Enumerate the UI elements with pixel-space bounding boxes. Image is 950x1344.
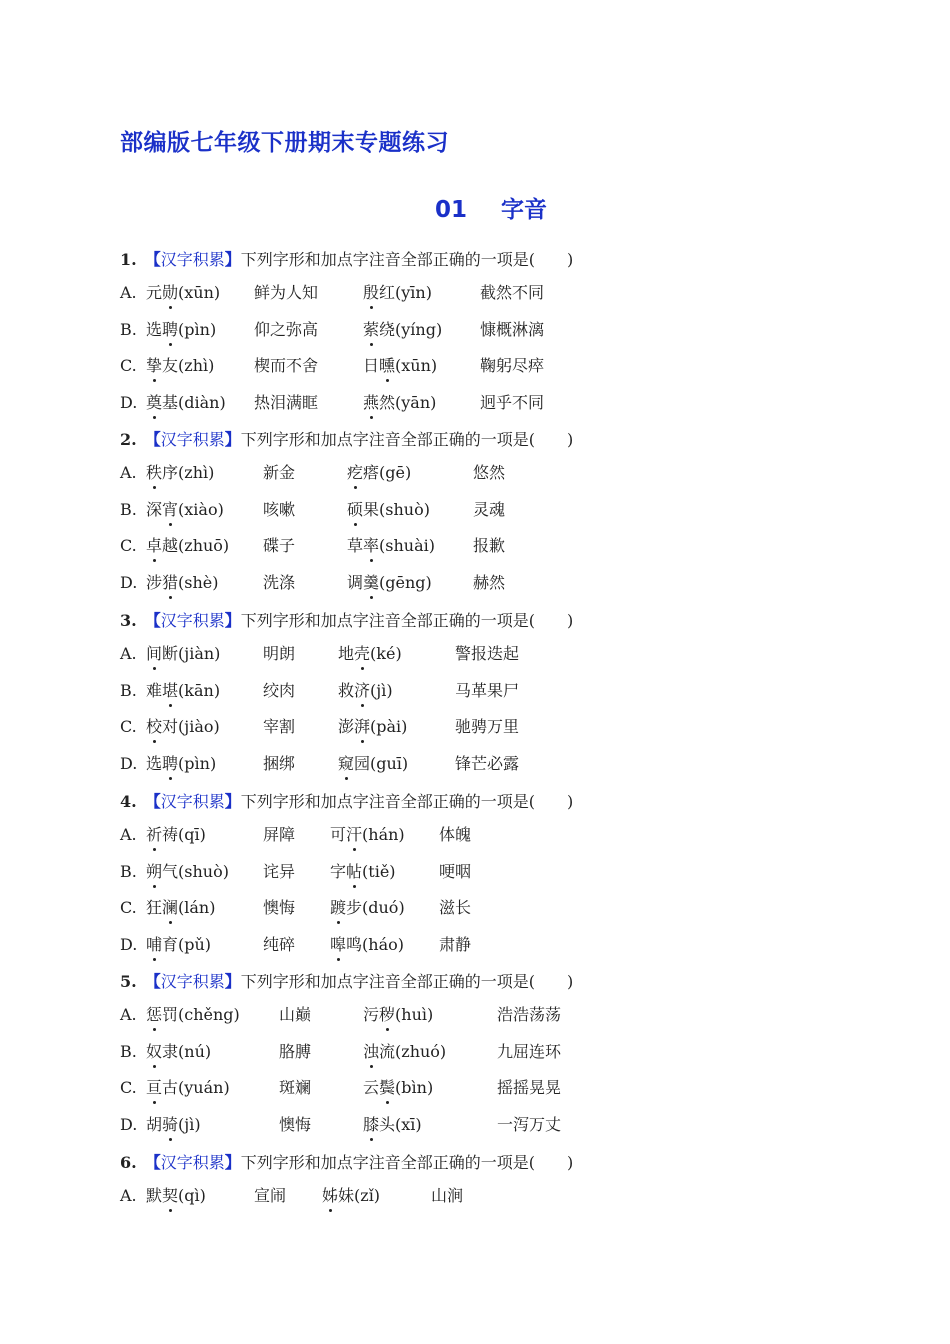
dotted-character: 奴 bbox=[146, 1041, 163, 1061]
option-word bbox=[263, 573, 295, 593]
word-text: 绞肉 bbox=[263, 680, 296, 700]
tag-text: 汉字积累 bbox=[160, 430, 225, 449]
option-word bbox=[254, 320, 318, 340]
dotted-character: 间 bbox=[146, 644, 163, 663]
word-text: 调 bbox=[347, 572, 364, 592]
tag-text: 汉字积累 bbox=[160, 250, 225, 269]
word-text: 九屈连环 bbox=[497, 1041, 562, 1061]
dotted-character: 猎 bbox=[162, 572, 179, 592]
word-text: 胡 bbox=[146, 1114, 163, 1134]
word-pinyin: (pài) bbox=[370, 717, 408, 736]
word-pinyin: (tiě) bbox=[362, 861, 396, 881]
word-text: 污 bbox=[363, 1005, 380, 1024]
word-pinyin: (lán) bbox=[178, 898, 216, 917]
option-word bbox=[480, 283, 544, 303]
question-text: 下列字形和加点字注音全部正确的一项是( ) bbox=[240, 972, 574, 991]
tag-bracket-right: 】 bbox=[224, 611, 241, 630]
option-word bbox=[455, 644, 519, 664]
option-word bbox=[363, 393, 436, 413]
word-pinyin: (hán) bbox=[362, 825, 405, 844]
question-text: 下列字形和加点字注音全部正确的一项是( ) bbox=[240, 1153, 574, 1172]
word-pinyin: 友(zhì) bbox=[162, 356, 215, 375]
option-word bbox=[497, 1042, 561, 1062]
tag-bracket-left: 【 bbox=[144, 611, 161, 630]
option-word bbox=[146, 898, 215, 918]
option-word bbox=[480, 356, 544, 376]
option-word bbox=[263, 825, 295, 845]
tag-text: 汉字积累 bbox=[160, 792, 225, 811]
word-text: 胳膊 bbox=[279, 1041, 312, 1061]
word-text: 悠然 bbox=[473, 463, 506, 482]
option-word bbox=[146, 536, 229, 556]
word-pinyin: 园(guī) bbox=[354, 753, 409, 773]
word-text: 云 bbox=[363, 1078, 380, 1097]
word-text: 选 bbox=[146, 753, 163, 773]
word-pinyin: (huì) bbox=[395, 1005, 434, 1024]
option-word bbox=[363, 283, 432, 303]
word-text: 选 bbox=[146, 319, 163, 339]
option-label[interactable]: D. bbox=[120, 934, 138, 954]
word-text: 警报迭起 bbox=[455, 644, 520, 663]
option-label[interactable]: C. bbox=[120, 1078, 137, 1097]
option-word bbox=[473, 500, 505, 520]
option-word bbox=[363, 1005, 433, 1025]
word-pinyin: (pìn) bbox=[178, 319, 217, 339]
dotted-character: 哺 bbox=[146, 934, 163, 954]
tag-bracket-left: 【 bbox=[144, 430, 161, 449]
option-word bbox=[338, 681, 393, 701]
word-text: 一泻万丈 bbox=[497, 1114, 562, 1134]
dotted-character: 聘 bbox=[162, 753, 179, 773]
word-pinyin: 古(yuán) bbox=[162, 1078, 230, 1097]
option-word bbox=[146, 717, 220, 737]
option-word bbox=[439, 862, 471, 882]
option-word bbox=[263, 644, 295, 664]
dotted-character: 勋 bbox=[162, 283, 179, 302]
word-pinyin: (pìn) bbox=[178, 753, 217, 773]
word-pinyin: 然(yān) bbox=[379, 392, 437, 412]
option-word bbox=[146, 1078, 230, 1098]
dotted-character: 宵 bbox=[162, 499, 179, 519]
option-word bbox=[363, 1042, 446, 1062]
option-word bbox=[347, 536, 435, 556]
word-pinyin: (gēng) bbox=[379, 572, 432, 592]
question-text: 下列字形和加点字注音全部正确的一项是( ) bbox=[240, 611, 574, 630]
word-text: 涉 bbox=[146, 572, 163, 592]
dotted-character: 硕 bbox=[347, 499, 364, 519]
word-text: 锋芒必露 bbox=[455, 753, 520, 773]
option-label[interactable]: C. bbox=[120, 356, 137, 375]
word-text: 灵魂 bbox=[473, 499, 506, 519]
question-number: 5. bbox=[120, 972, 137, 991]
word-text: 懊悔 bbox=[279, 1114, 312, 1134]
word-text: 澎 bbox=[338, 717, 355, 736]
word-text: 捆绑 bbox=[263, 753, 296, 773]
dotted-character: 校 bbox=[146, 717, 163, 736]
word-text: 滋长 bbox=[439, 898, 472, 917]
dotted-character: 祈 bbox=[146, 825, 163, 844]
word-pinyin: (jì) bbox=[370, 680, 393, 700]
word-text: 日 bbox=[363, 356, 380, 375]
option-word bbox=[279, 1042, 311, 1062]
option-label[interactable]: D. bbox=[120, 392, 138, 412]
dotted-character: 朔 bbox=[146, 861, 163, 881]
word-pinyin: (shuài) bbox=[379, 536, 435, 555]
word-pinyin: 越(zhuō) bbox=[162, 536, 230, 555]
dotted-character: 萦 bbox=[363, 319, 380, 339]
word-text: 地 bbox=[338, 644, 355, 663]
word-text: 草 bbox=[347, 536, 364, 555]
word-pinyin: 隶(nú) bbox=[162, 1041, 212, 1061]
option-word bbox=[455, 717, 519, 737]
option-word bbox=[146, 573, 219, 593]
dotted-character: 挚 bbox=[146, 356, 163, 375]
question-tag bbox=[145, 430, 241, 449]
option-label[interactable]: B. bbox=[120, 1041, 137, 1061]
question-number: 1. bbox=[120, 250, 137, 269]
tag-text: 汉字积累 bbox=[160, 972, 225, 991]
word-text: 元 bbox=[146, 283, 163, 302]
word-pinyin: 断(jiàn) bbox=[162, 644, 221, 663]
question-stem bbox=[120, 972, 573, 992]
option-word bbox=[146, 1186, 206, 1206]
word-pinyin: 基(diàn) bbox=[162, 392, 226, 412]
word-pinyin: 对(jiào) bbox=[162, 717, 220, 736]
option-label[interactable]: B. bbox=[120, 319, 137, 339]
question-text: 下列字形和加点字注音全部正确的一项是( ) bbox=[240, 430, 574, 449]
word-pinyin: 祷(qī) bbox=[162, 825, 206, 844]
option-word bbox=[146, 644, 220, 664]
dotted-character: 秩 bbox=[146, 463, 163, 482]
option-word bbox=[473, 573, 505, 593]
word-text: 报歉 bbox=[473, 536, 506, 555]
option-word bbox=[439, 825, 471, 845]
option-word bbox=[263, 898, 295, 918]
tag-bracket-right: 】 bbox=[224, 972, 241, 991]
option-label[interactable]: A. bbox=[120, 463, 137, 482]
option-label[interactable]: A. bbox=[120, 644, 137, 663]
option-word bbox=[455, 681, 519, 701]
option-word bbox=[263, 754, 295, 774]
option-word bbox=[146, 825, 206, 845]
word-text: 慷概淋漓 bbox=[480, 319, 545, 339]
dotted-character: 奠 bbox=[146, 392, 163, 412]
word-text: 碟子 bbox=[263, 536, 296, 555]
word-pinyin: (shè) bbox=[178, 572, 219, 592]
dotted-character: 膝 bbox=[363, 1114, 380, 1134]
option-word bbox=[146, 500, 224, 520]
word-text: 仰之弥高 bbox=[254, 319, 319, 339]
option-word bbox=[279, 1005, 311, 1025]
word-pinyin: (xūn) bbox=[395, 356, 438, 375]
word-pinyin: 妹(zǐ) bbox=[338, 1186, 381, 1205]
option-label[interactable]: C. bbox=[120, 717, 137, 736]
dotted-character: 卓 bbox=[146, 536, 163, 555]
word-text: 山巅 bbox=[279, 1005, 312, 1024]
option-word bbox=[480, 393, 544, 413]
word-pinyin: (ké) bbox=[370, 644, 402, 663]
option-word bbox=[497, 1078, 561, 1098]
option-word bbox=[338, 717, 407, 737]
option-word bbox=[263, 717, 295, 737]
dotted-character: 济 bbox=[354, 680, 371, 700]
option-word bbox=[263, 536, 295, 556]
option-word bbox=[146, 356, 214, 376]
option-label[interactable]: A. bbox=[120, 283, 137, 302]
option-word bbox=[279, 1115, 311, 1135]
question-tag bbox=[145, 792, 241, 811]
dotted-character: 浊 bbox=[363, 1041, 380, 1061]
word-text: 摇摇晃晃 bbox=[497, 1078, 562, 1097]
question-stem bbox=[120, 250, 573, 270]
word-text: 诧异 bbox=[263, 861, 296, 881]
tag-bracket-left: 【 bbox=[144, 250, 161, 269]
question-stem bbox=[120, 792, 573, 812]
dotted-character: 壳 bbox=[354, 644, 371, 663]
word-text: 鲜为人知 bbox=[254, 283, 319, 302]
word-text: 宣闹 bbox=[254, 1186, 287, 1205]
word-text: 截然不同 bbox=[480, 283, 545, 302]
option-word bbox=[146, 393, 226, 413]
option-word bbox=[330, 935, 404, 955]
dotted-character: 姊 bbox=[322, 1186, 339, 1205]
word-pinyin: 序(zhì) bbox=[162, 463, 215, 482]
word-pinyin: 罚(chěng) bbox=[162, 1005, 240, 1024]
option-word bbox=[497, 1005, 561, 1025]
option-word bbox=[254, 1186, 286, 1206]
word-text: 驰骋万里 bbox=[455, 717, 520, 736]
option-word bbox=[330, 825, 405, 845]
option-label[interactable]: C. bbox=[120, 536, 137, 555]
option-word bbox=[146, 1115, 201, 1135]
word-pinyin: (qì) bbox=[178, 1186, 206, 1205]
option-label[interactable]: D. bbox=[120, 753, 138, 773]
dotted-character: 秽 bbox=[379, 1005, 396, 1024]
word-pinyin: 头(xī) bbox=[379, 1114, 422, 1134]
option-word bbox=[146, 1005, 240, 1025]
option-label[interactable]: B. bbox=[120, 499, 137, 519]
option-word bbox=[439, 935, 471, 955]
option-word bbox=[431, 1186, 463, 1206]
option-word bbox=[338, 754, 408, 774]
option-word bbox=[263, 681, 295, 701]
word-pinyin: (jì) bbox=[178, 1114, 201, 1134]
question-stem bbox=[120, 1153, 573, 1173]
word-text: 马革果尸 bbox=[455, 680, 520, 700]
word-text: 热泪满眶 bbox=[254, 392, 319, 412]
option-word bbox=[254, 283, 318, 303]
dotted-character: 骑 bbox=[162, 1114, 179, 1134]
option-word bbox=[263, 500, 295, 520]
word-pinyin: 果(shuò) bbox=[363, 499, 430, 519]
question-number: 3. bbox=[120, 611, 137, 630]
option-label[interactable]: C. bbox=[120, 898, 137, 917]
option-word bbox=[263, 935, 295, 955]
option-word bbox=[455, 754, 519, 774]
word-text: 深 bbox=[146, 499, 163, 519]
option-word bbox=[480, 320, 544, 340]
word-text: 难 bbox=[146, 680, 163, 700]
word-pinyin: 红(yīn) bbox=[379, 283, 432, 302]
question-number: 2. bbox=[120, 430, 137, 449]
option-word bbox=[146, 754, 216, 774]
option-word bbox=[254, 393, 318, 413]
option-word bbox=[363, 356, 437, 376]
dotted-character: 窥 bbox=[338, 753, 355, 773]
word-pinyin: 绕(yíng) bbox=[379, 319, 443, 339]
word-text: 默 bbox=[146, 1186, 163, 1205]
word-text: 懊悔 bbox=[263, 898, 296, 917]
tag-text: 汉字积累 bbox=[160, 1153, 225, 1172]
word-text: 洗涤 bbox=[263, 572, 296, 592]
option-word bbox=[347, 573, 432, 593]
option-word bbox=[146, 681, 220, 701]
word-text: 楔而不舍 bbox=[254, 356, 319, 375]
dotted-character: 汗 bbox=[346, 825, 363, 844]
option-word bbox=[330, 862, 396, 882]
dotted-character: 澜 bbox=[162, 898, 179, 917]
option-label[interactable]: B. bbox=[120, 861, 137, 881]
option-label[interactable]: A. bbox=[120, 1005, 137, 1024]
option-label[interactable]: D. bbox=[120, 572, 138, 592]
dotted-character: 鬓 bbox=[379, 1078, 396, 1097]
dotted-character: 曛 bbox=[379, 356, 396, 375]
word-text: 狂 bbox=[146, 898, 163, 917]
section-number: 01 bbox=[435, 197, 468, 223]
option-word bbox=[363, 320, 442, 340]
option-word bbox=[473, 536, 505, 556]
option-word bbox=[322, 1186, 380, 1206]
dotted-character: 堪 bbox=[162, 680, 179, 700]
tag-bracket-left: 【 bbox=[144, 792, 161, 811]
question-tag bbox=[145, 1153, 241, 1172]
dotted-character: 踱 bbox=[330, 898, 347, 917]
word-pinyin: (bìn) bbox=[395, 1078, 434, 1097]
option-label[interactable]: A. bbox=[120, 825, 137, 844]
tag-bracket-left: 【 bbox=[144, 1153, 161, 1172]
question-text: 下列字形和加点字注音全部正确的一项是( ) bbox=[240, 250, 574, 269]
question-stem bbox=[120, 611, 573, 631]
option-word bbox=[338, 644, 402, 664]
word-text: 鞠躬尽瘁 bbox=[480, 356, 545, 375]
word-pinyin: 气(shuò) bbox=[162, 861, 229, 881]
dotted-character: 疙 bbox=[347, 463, 364, 482]
word-text: 明朗 bbox=[263, 644, 296, 663]
word-pinyin: (xiào) bbox=[178, 499, 224, 519]
dotted-character: 契 bbox=[162, 1186, 179, 1205]
word-text: 新金 bbox=[263, 463, 296, 482]
tag-bracket-right: 】 bbox=[224, 250, 241, 269]
word-text: 哽咽 bbox=[439, 861, 472, 881]
option-word bbox=[146, 283, 220, 303]
word-text: 体魄 bbox=[439, 825, 472, 844]
option-word bbox=[263, 463, 295, 483]
dotted-character: 嗥 bbox=[330, 934, 347, 954]
word-text: 宰割 bbox=[263, 717, 296, 736]
word-pinyin: (kān) bbox=[178, 680, 221, 700]
option-label[interactable]: A. bbox=[120, 1186, 137, 1205]
dotted-character: 率 bbox=[363, 536, 380, 555]
option-label[interactable]: B. bbox=[120, 680, 137, 700]
option-word bbox=[146, 1042, 211, 1062]
dotted-character: 惩 bbox=[146, 1005, 163, 1024]
word-pinyin: 鸣(háo) bbox=[346, 934, 404, 954]
word-pinyin: (xūn) bbox=[178, 283, 221, 302]
question-tag bbox=[145, 611, 241, 630]
dotted-character: 帖 bbox=[346, 861, 363, 881]
tag-text: 汉字积累 bbox=[160, 611, 225, 630]
option-word bbox=[347, 500, 430, 520]
tag-bracket-right: 】 bbox=[224, 430, 241, 449]
option-word bbox=[254, 356, 318, 376]
option-word bbox=[363, 1115, 422, 1135]
tag-bracket-left: 【 bbox=[144, 972, 161, 991]
word-text: 赫然 bbox=[473, 572, 506, 592]
word-text: 山涧 bbox=[431, 1186, 464, 1205]
question-tag bbox=[145, 972, 241, 991]
word-pinyin: 流(zhuó) bbox=[379, 1041, 447, 1061]
option-word bbox=[279, 1078, 311, 1098]
word-text: 救 bbox=[338, 680, 355, 700]
tag-bracket-right: 】 bbox=[224, 792, 241, 811]
word-text: 可 bbox=[330, 825, 347, 844]
tag-bracket-right: 】 bbox=[224, 1153, 241, 1172]
option-word bbox=[330, 898, 405, 918]
dotted-character: 燕 bbox=[363, 392, 380, 412]
word-text: 纯碎 bbox=[263, 934, 296, 954]
word-text: 屏障 bbox=[263, 825, 296, 844]
option-word bbox=[146, 862, 229, 882]
word-text: 浩浩荡荡 bbox=[497, 1005, 562, 1024]
word-text: 肃静 bbox=[439, 934, 472, 954]
word-pinyin: 瘩(gē) bbox=[363, 463, 412, 482]
word-text: 迥乎不同 bbox=[480, 392, 545, 412]
option-word bbox=[473, 463, 505, 483]
option-word bbox=[263, 862, 295, 882]
option-word bbox=[146, 935, 211, 955]
option-word bbox=[146, 463, 214, 483]
dotted-character: 湃 bbox=[354, 717, 371, 736]
word-text: 字 bbox=[330, 861, 347, 881]
option-word bbox=[439, 898, 471, 918]
word-text: 斑斓 bbox=[279, 1078, 312, 1097]
question-tag bbox=[145, 250, 241, 269]
word-pinyin: 步(duó) bbox=[346, 898, 405, 917]
word-pinyin: 育(pǔ) bbox=[162, 934, 212, 954]
option-word bbox=[363, 1078, 433, 1098]
question-stem bbox=[120, 430, 573, 450]
question-number: 4. bbox=[120, 792, 137, 811]
document-title: 部编版七年级下册期末专题练习 bbox=[120, 130, 449, 156]
dotted-character: 羹 bbox=[363, 572, 380, 592]
option-label[interactable]: D. bbox=[120, 1114, 138, 1134]
question-text: 下列字形和加点字注音全部正确的一项是( ) bbox=[240, 792, 574, 811]
word-text: 咳嗽 bbox=[263, 499, 296, 519]
dotted-character: 殷 bbox=[363, 283, 380, 302]
section-title: 字音 bbox=[501, 197, 548, 223]
dotted-character: 亘 bbox=[146, 1078, 163, 1097]
question-number: 6. bbox=[120, 1153, 137, 1172]
dotted-character: 聘 bbox=[162, 319, 179, 339]
option-word bbox=[347, 463, 411, 483]
option-word bbox=[497, 1115, 561, 1135]
option-word bbox=[146, 320, 216, 340]
